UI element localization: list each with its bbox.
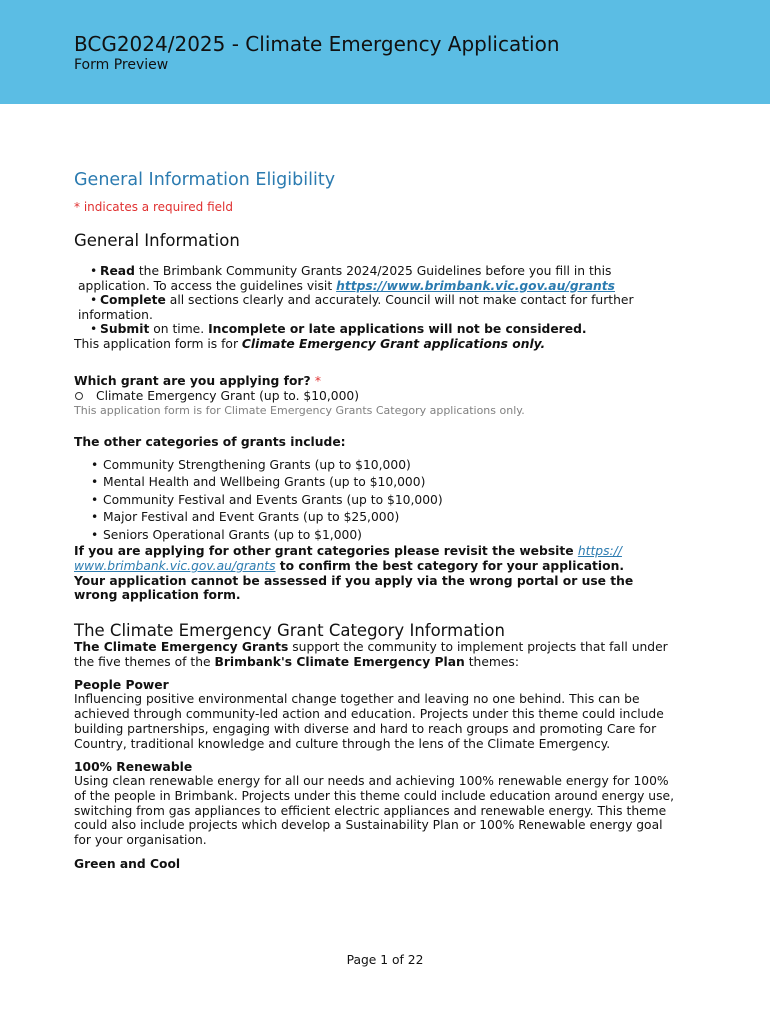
- bullet-complete-bold: Complete: [100, 293, 166, 308]
- revisit-prefix: If you are applying for other grant categories please revisit the website: [74, 544, 578, 559]
- bullet-dot-icon: •: [90, 264, 98, 278]
- intro-bold2: Brimbank's Climate Emergency Plan: [214, 654, 465, 669]
- bullet-dot-icon: •: [91, 527, 99, 542]
- category-label: Seniors Operational Grants (up to $1,000): [103, 527, 362, 542]
- radio-icon[interactable]: [75, 392, 83, 400]
- bullet-submit-bold: Submit: [100, 322, 150, 337]
- theme-people-power-title: People Power: [74, 678, 169, 693]
- bullet-submit-text: on time.: [149, 322, 209, 337]
- list-item: [74, 492, 674, 510]
- bullet-submit-bold2: Incomplete or late applications will not be considered.: [208, 322, 587, 337]
- bullet-dot-icon: •: [91, 475, 99, 490]
- grant-option-climate[interactable]: [74, 389, 674, 403]
- category-label: Mental Health and Wellbeing Grants (up to $10,000): [103, 475, 426, 490]
- bullet-complete: [74, 293, 674, 322]
- theme-renewable-title: 100% Renewable: [74, 760, 193, 775]
- grant-question-text: Which grant are you applying for?: [74, 373, 311, 388]
- grant-question-hint: This application form is for Climate Emergency Grants Category applications only.: [74, 403, 525, 417]
- bullet-dot-icon: •: [91, 492, 99, 507]
- grant-option-label[interactable]: Climate Emergency Grant (up to. $10,000): [96, 388, 360, 403]
- bullet-read-cont: application. To access the guidelines visit: [78, 278, 337, 293]
- bullet-dot-icon: •: [90, 293, 98, 308]
- page-number: Page 1 of 22: [346, 953, 424, 967]
- form-content: [74, 170, 674, 871]
- list-item: [74, 474, 674, 492]
- intro-text2: themes:: [464, 654, 519, 669]
- bullet-read-text: the Brimbank Community Grants 2024/2025 Guidelines before you fill in this: [134, 264, 612, 278]
- bullet-dot-icon: •: [91, 510, 99, 525]
- general-info-bullets: [74, 264, 674, 337]
- required-field-note: * indicates a required field: [74, 200, 233, 214]
- other-categories-list: [74, 457, 674, 545]
- intro-text1: support the community to implement projects that fall under the five themes of the: [74, 639, 668, 669]
- bullet-dot-icon: •: [91, 457, 99, 472]
- grants-link-part2[interactable]: www.brimbank.vic.gov.au/grants: [74, 558, 276, 573]
- bullet-submit: [74, 322, 674, 337]
- form-title: BCG2024/2025 - Climate Emergency Application: [74, 32, 560, 56]
- form-header: [0, 0, 770, 104]
- revisit-website-note: [74, 544, 674, 573]
- theme-green-cool-title: Green and Cool: [74, 856, 181, 871]
- list-item: [74, 457, 674, 475]
- bullet-complete-cont: information.: [78, 307, 153, 322]
- grants-link-part1[interactable]: https://: [577, 544, 622, 559]
- category-label: Major Festival and Event Grants (up to $25,000): [103, 510, 400, 525]
- category-label: Community Strengthening Grants (up to $10,000): [103, 457, 411, 472]
- form-purpose: [74, 337, 674, 352]
- revisit-suffix: to confirm the best category for your application.: [275, 558, 625, 573]
- bullet-dot-icon: •: [90, 322, 98, 337]
- bullet-read-bold: Read: [100, 264, 135, 278]
- guidelines-link[interactable]: https://www.brimbank.vic.gov.au/grants: [336, 278, 615, 293]
- category-intro: [74, 640, 674, 669]
- list-item: [74, 509, 674, 527]
- theme-people-power-body: Influencing positive environmental change together and leaving no one behind. This can be achieved through community-led action and education. Projects under this theme could include building partnerships, engaging with diverse and hard to reach groups and promoting Care for Country, traditional knowledge and culture through the lens of the Climate Emergency.: [74, 692, 664, 751]
- form-purpose-prefix: This application form is for: [74, 336, 242, 351]
- other-categories-heading: The other categories of grants include:: [74, 434, 346, 449]
- theme-renewable-body: Using clean renewable energy for all our needs and achieving 100% renewable energy for 100% of the people in Brimbank. Projects under this theme could include education around energy use, switching from gas appliances to efficient electric appliances and renewable energy. This theme could also include projects which develop a Sustainability Plan or 100% Renewable energy goal for your organisation.: [74, 774, 674, 848]
- bullet-read: [74, 264, 674, 293]
- grant-question-label: [74, 374, 674, 388]
- general-information-heading: General Information: [74, 231, 240, 250]
- category-label: Community Festival and Events Grants (up to $10,000): [103, 492, 443, 507]
- required-mark: *: [314, 373, 322, 388]
- list-item: [74, 527, 674, 545]
- category-info-heading: The Climate Emergency Grant Category Information: [74, 620, 505, 640]
- form-purpose-bold: Climate Emergency Grant applications only.: [241, 336, 546, 351]
- section-title: General Information Eligibility: [74, 170, 336, 190]
- wrong-portal-warning: Your application cannot be assessed if you apply via the wrong portal or use the wrong application form.: [74, 573, 634, 603]
- bullet-complete-text: all sections clearly and accurately. Council will not make contact for further: [165, 293, 634, 308]
- form-subtitle: Form Preview: [74, 57, 169, 73]
- intro-bold1: The Climate Emergency Grants: [74, 639, 289, 654]
